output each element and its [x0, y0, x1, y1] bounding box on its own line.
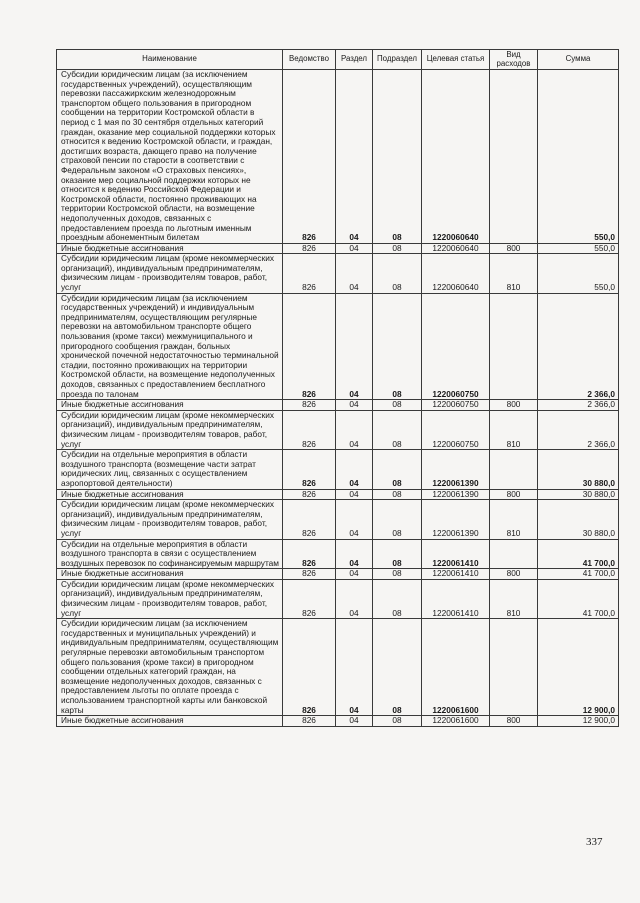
row-name: Субсидии юридическим лицам (кроме некоммерческих организаций), индивидуальным предпринимателям, физическим лицам - производителям товаров, работ, услуг	[57, 500, 283, 539]
table-row	[57, 243, 619, 254]
row-summa: 12 900,0	[538, 619, 619, 716]
row-vid	[490, 70, 538, 244]
row-podrazdel: 08	[373, 489, 422, 500]
row-name: Субсидии юридическим лицам (кроме некоммерческих организаций), индивидуальным предпринимателям, физическим лицам - производителям товаров, работ, услуг	[57, 254, 283, 293]
row-statya: 1220061390	[422, 450, 490, 489]
table-row	[57, 500, 619, 539]
row-summa: 41 700,0	[538, 579, 619, 618]
row-statya: 1220061390	[422, 489, 490, 500]
row-vid: 810	[490, 410, 538, 449]
row-summa: 550,0	[538, 243, 619, 254]
row-name: Субсидии юридическим лицам (за исключением государственных учреждений) и индивидуальным предпринимателям, осуществляющим регулярные перевозки на автомобильном транспорте общего пользования (кроме такси) межмуниципального и пригородного сообщения граждан, больных хронической почечной недостаточностью терминальной стадии, постоянно проживающих на территории Костромской области, на возмещение недополученных доходов, связанных с предоставлением бесплатного проезда по талонам	[57, 293, 283, 400]
row-name: Иные бюджетные ассигнования	[57, 489, 283, 500]
table-header-row	[57, 50, 619, 70]
row-statya: 1220060640	[422, 243, 490, 254]
row-podrazdel: 08	[373, 400, 422, 411]
row-razdel: 04	[336, 70, 373, 244]
row-vedomstvo: 826	[283, 619, 336, 716]
row-vedomstvo: 826	[283, 569, 336, 580]
row-podrazdel: 08	[373, 619, 422, 716]
row-summa: 550,0	[538, 254, 619, 293]
row-vid: 810	[490, 254, 538, 293]
row-vid: 800	[490, 243, 538, 254]
row-razdel: 04	[336, 716, 373, 727]
table-row	[57, 569, 619, 580]
row-statya: 1220061410	[422, 569, 490, 580]
page-number: 337	[586, 836, 603, 848]
row-razdel: 04	[336, 539, 373, 569]
row-summa: 41 700,0	[538, 569, 619, 580]
row-summa: 2 366,0	[538, 293, 619, 400]
row-razdel: 04	[336, 293, 373, 400]
table-row	[57, 619, 619, 716]
row-statya: 1220060750	[422, 410, 490, 449]
row-name: Субсидии на отдельные мероприятия в области воздушного транспорта (возмещение части затрат юридических лиц, связанных с осуществлением аэропортовой деятельности)	[57, 450, 283, 489]
row-razdel: 04	[336, 569, 373, 580]
row-vid: 810	[490, 500, 538, 539]
row-razdel: 04	[336, 619, 373, 716]
header-podrazdel: Подраздел	[373, 50, 422, 70]
row-summa: 2 366,0	[538, 400, 619, 411]
row-podrazdel: 08	[373, 254, 422, 293]
row-podrazdel: 08	[373, 539, 422, 569]
row-vedomstvo: 826	[283, 243, 336, 254]
row-statya: 1220060750	[422, 293, 490, 400]
row-razdel: 04	[336, 410, 373, 449]
row-summa: 12 900,0	[538, 716, 619, 727]
row-name: Субсидии юридическим лицам (кроме некоммерческих организаций), индивидуальным предпринимателям, физическим лицам - производителям товаров, работ, услуг	[57, 579, 283, 618]
table-row	[57, 579, 619, 618]
row-statya: 1220061600	[422, 716, 490, 727]
header-statya: Целевая статья	[422, 50, 490, 70]
row-name: Субсидии юридическим лицам (за исключением государственных и муниципальных учреждений) и индивидуальным предпринимателям, осуществляющим регулярные перевозки автомобильным транспортом общего пользования (кроме такси) в пригородном сообщении отдельных категорий граждан, на возмещение недополученных доходов, связанных с предоставлением льготы по оплате проезда с использованием транспортной карты или банковской карты	[57, 619, 283, 716]
row-name: Иные бюджетные ассигнования	[57, 400, 283, 411]
row-razdel: 04	[336, 254, 373, 293]
table-row	[57, 716, 619, 727]
row-podrazdel: 08	[373, 579, 422, 618]
row-name: Субсидии юридическим лицам (за исключением государственных учреждений), осуществляющим перевозки пассажиркским железнодорожным транспортом общего пользования в пригородном сообщении на территории Костромской области в период с 1 мая по 30 сентября отдельных категорий граждан, оказание мер социальной поддержки которых относится к ведению Костромской области, и граждан, достигших возраста, дающего право на получение страховой пенсии по старости в соответствии с Федеральным законом «О страховых пенсиях», оказание мер социальной поддержки которых не относится к ведению Российской Федерации и Костромской области, постоянно проживающих на территории Костромской области, на возмещение недополученных доходов, связанных с предоставлением проезда по льготным именным проездным абонементным билетам	[57, 70, 283, 244]
row-statya: 1220061390	[422, 500, 490, 539]
row-vedomstvo: 826	[283, 489, 336, 500]
row-statya: 1220061410	[422, 579, 490, 618]
row-statya: 1220060640	[422, 70, 490, 244]
row-vid	[490, 539, 538, 569]
row-vid	[490, 293, 538, 400]
row-podrazdel: 08	[373, 450, 422, 489]
row-podrazdel: 08	[373, 569, 422, 580]
row-vid: 800	[490, 716, 538, 727]
row-vedomstvo: 826	[283, 400, 336, 411]
row-razdel: 04	[336, 450, 373, 489]
table-row	[57, 70, 619, 244]
row-podrazdel: 08	[373, 410, 422, 449]
row-vid	[490, 619, 538, 716]
row-vedomstvo: 826	[283, 450, 336, 489]
table-row	[57, 410, 619, 449]
row-podrazdel: 08	[373, 243, 422, 254]
row-statya: 1220060750	[422, 400, 490, 411]
row-razdel: 04	[336, 579, 373, 618]
row-vid: 800	[490, 569, 538, 580]
row-summa: 41 700,0	[538, 539, 619, 569]
header-name: Наименование	[57, 50, 283, 70]
row-vedomstvo: 826	[283, 500, 336, 539]
row-podrazdel: 08	[373, 716, 422, 727]
row-vedomstvo: 826	[283, 539, 336, 569]
row-podrazdel: 08	[373, 293, 422, 400]
table-row	[57, 489, 619, 500]
table-row	[57, 254, 619, 293]
row-razdel: 04	[336, 489, 373, 500]
row-vedomstvo: 826	[283, 293, 336, 400]
row-name: Субсидии на отдельные мероприятия в области воздушного транспорта в связи с осуществлением воздушных перевозок по софинансируемым маршрутам	[57, 539, 283, 569]
row-statya: 1220061410	[422, 539, 490, 569]
row-summa: 550,0	[538, 70, 619, 244]
row-vid: 810	[490, 579, 538, 618]
header-razdel: Раздел	[336, 50, 373, 70]
table-row	[57, 400, 619, 411]
budget-table	[56, 49, 619, 727]
row-vid	[490, 450, 538, 489]
row-statya: 1220061600	[422, 619, 490, 716]
table-row	[57, 293, 619, 400]
row-summa: 30 880,0	[538, 450, 619, 489]
row-vedomstvo: 826	[283, 716, 336, 727]
row-vid: 800	[490, 400, 538, 411]
row-name: Иные бюджетные ассигнования	[57, 569, 283, 580]
row-podrazdel: 08	[373, 500, 422, 539]
header-vid: Вид расходов	[490, 50, 538, 70]
row-name: Иные бюджетные ассигнования	[57, 716, 283, 727]
row-statya: 1220060640	[422, 254, 490, 293]
table-row	[57, 450, 619, 489]
row-name: Субсидии юридическим лицам (кроме некоммерческих организаций), индивидуальным предпринимателям, физическим лицам - производителям товаров, работ, услуг	[57, 410, 283, 449]
row-name: Иные бюджетные ассигнования	[57, 243, 283, 254]
row-razdel: 04	[336, 400, 373, 411]
header-vedomstvo: Ведомство	[283, 50, 336, 70]
row-vedomstvo: 826	[283, 70, 336, 244]
row-summa: 30 880,0	[538, 500, 619, 539]
row-razdel: 04	[336, 500, 373, 539]
row-vedomstvo: 826	[283, 579, 336, 618]
row-vid: 800	[490, 489, 538, 500]
header-summa: Сумма	[538, 50, 619, 70]
row-summa: 30 880,0	[538, 489, 619, 500]
row-vedomstvo: 826	[283, 410, 336, 449]
row-razdel: 04	[336, 243, 373, 254]
row-summa: 2 366,0	[538, 410, 619, 449]
table-row	[57, 539, 619, 569]
row-podrazdel: 08	[373, 70, 422, 244]
row-vedomstvo: 826	[283, 254, 336, 293]
